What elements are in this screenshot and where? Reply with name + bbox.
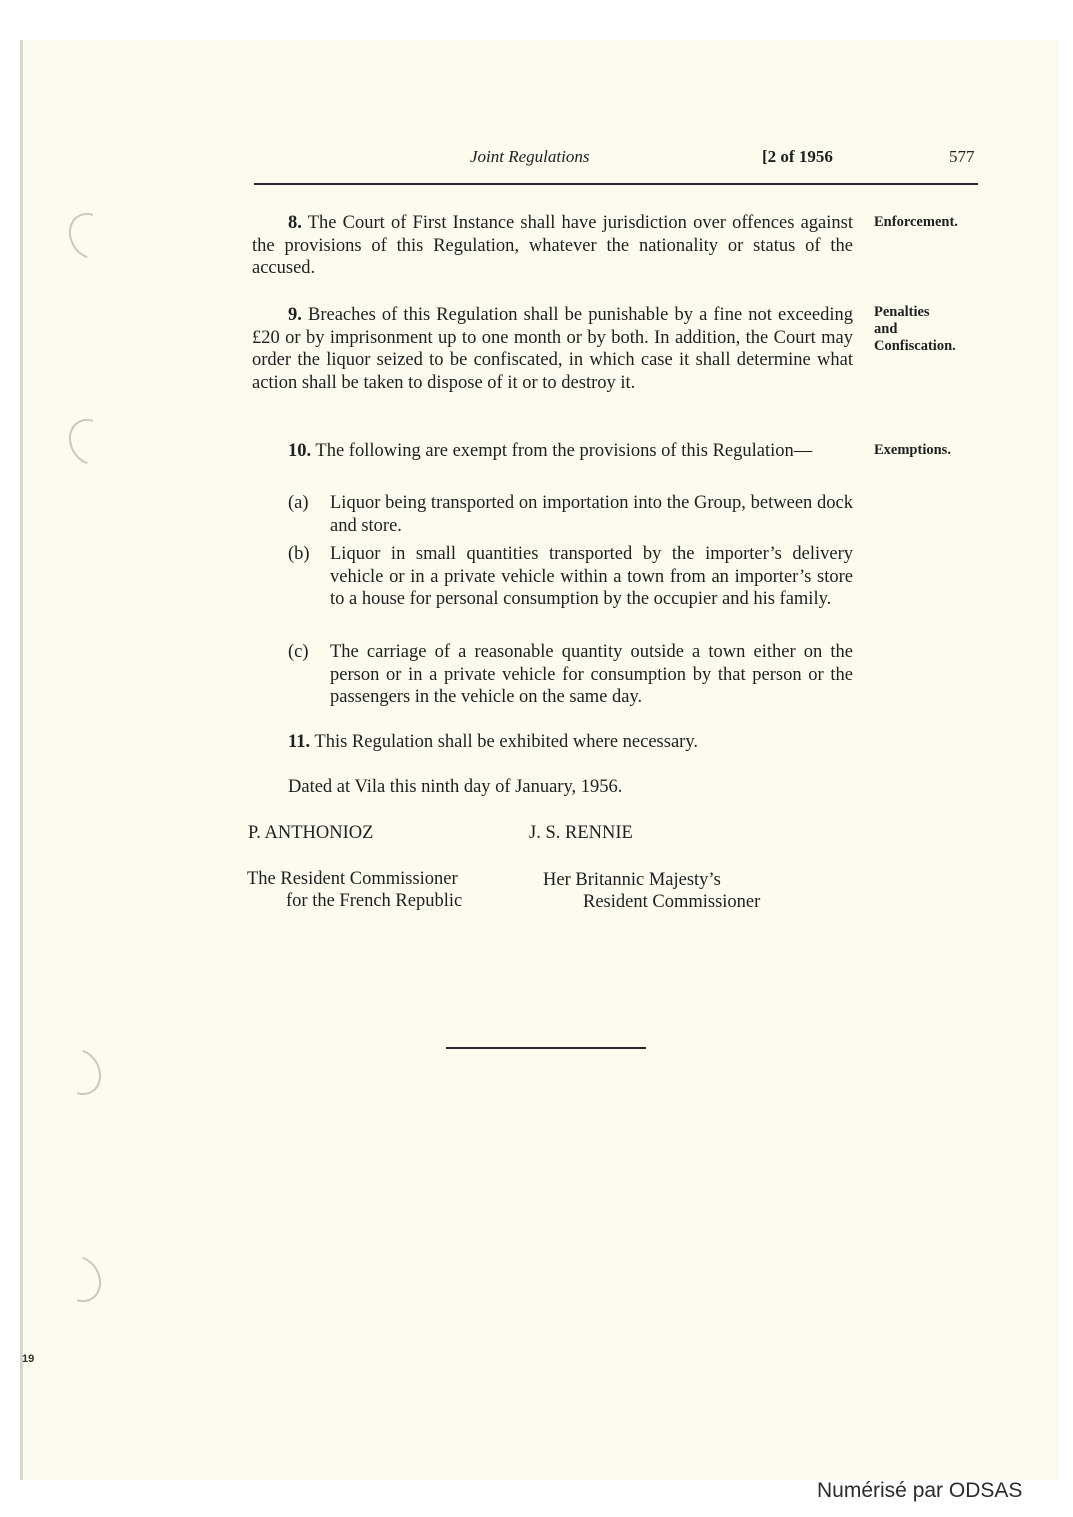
margin-note-line: and — [874, 321, 898, 337]
item-label: (b) — [288, 544, 310, 564]
margin-note-penalties — [874, 304, 989, 355]
margin-note-exemptions: Exemptions. — [874, 442, 951, 458]
signatory-title-british-line1: Her Britannic Majesty’s — [543, 870, 721, 890]
section-number: 11. — [288, 732, 311, 752]
header-regulation-number: [2 of 1956 — [762, 147, 833, 166]
section-8 — [252, 212, 853, 280]
item-label: (a) — [288, 493, 309, 513]
exemption-item-c — [288, 641, 853, 709]
exemption-item-b — [288, 543, 853, 611]
item-text: Liquor in small quantities transported by the importer’s delivery vehicle or in a private vehicle within a town from an importer’s store to a house for personal consumption by the occupier and his family. — [330, 544, 853, 609]
dated-line: Dated at Vila this ninth day of January, 1956. — [288, 777, 623, 797]
section-text: Breaches of this Regulation shall be punishable by a fine not exceeding £20 or by imprisonment up to one month or by both. In addition, the Court may order the liquor seized to be confiscated, in which case it shall determine what action shall be taken to dispose of it or to destroy it. — [252, 305, 853, 393]
item-text: Liquor being transported on importation into the Group, between dock and store. — [330, 493, 853, 536]
page-number: 577 — [949, 147, 975, 166]
header-title: Joint Regulations — [470, 147, 590, 166]
exemption-item-a — [288, 492, 853, 537]
margin-note-enforcement: Enforcement. — [874, 214, 958, 230]
signatory-name-french: P. ANTHONIOZ — [248, 823, 374, 843]
digitization-stamp: Numérisé par ODSAS — [817, 1479, 1023, 1502]
margin-note-line: Penalties — [874, 304, 930, 320]
signatory-name-british: J. S. RENNIE — [529, 823, 633, 843]
item-label: (c) — [288, 642, 309, 662]
item-text: The carriage of a reasonable quantity outside a town either on the person or in a private vehicle for consumption by that person or the passengers in the vehicle on the same day. — [330, 642, 853, 707]
signatory-title-french-line1: The Resident Commissioner — [247, 869, 458, 889]
header-rule — [254, 183, 978, 185]
signatory-title-british-line2: Resident Commissioner — [583, 892, 761, 912]
section-9 — [252, 304, 853, 394]
section-11 — [288, 731, 853, 754]
section-number: 10. — [288, 441, 312, 461]
section-text: The following are exempt from the provisions of this Regulation— — [315, 441, 813, 461]
signatory-title-french-line2: for the French Republic — [286, 891, 463, 911]
page-edge — [20, 40, 23, 1480]
end-rule — [446, 1047, 646, 1049]
section-text: This Regulation shall be exhibited where necessary. — [314, 732, 698, 752]
section-10 — [252, 440, 853, 463]
margin-note-line: Confiscation. — [874, 338, 956, 354]
section-number: 8. — [288, 213, 302, 233]
edge-mark: 19 — [22, 1353, 35, 1365]
section-text: The Court of First Instance shall have jurisdiction over offences against the provisions of this Regulation, whatever the nationality or status of the accused. — [252, 213, 853, 278]
section-number: 9. — [288, 305, 302, 325]
